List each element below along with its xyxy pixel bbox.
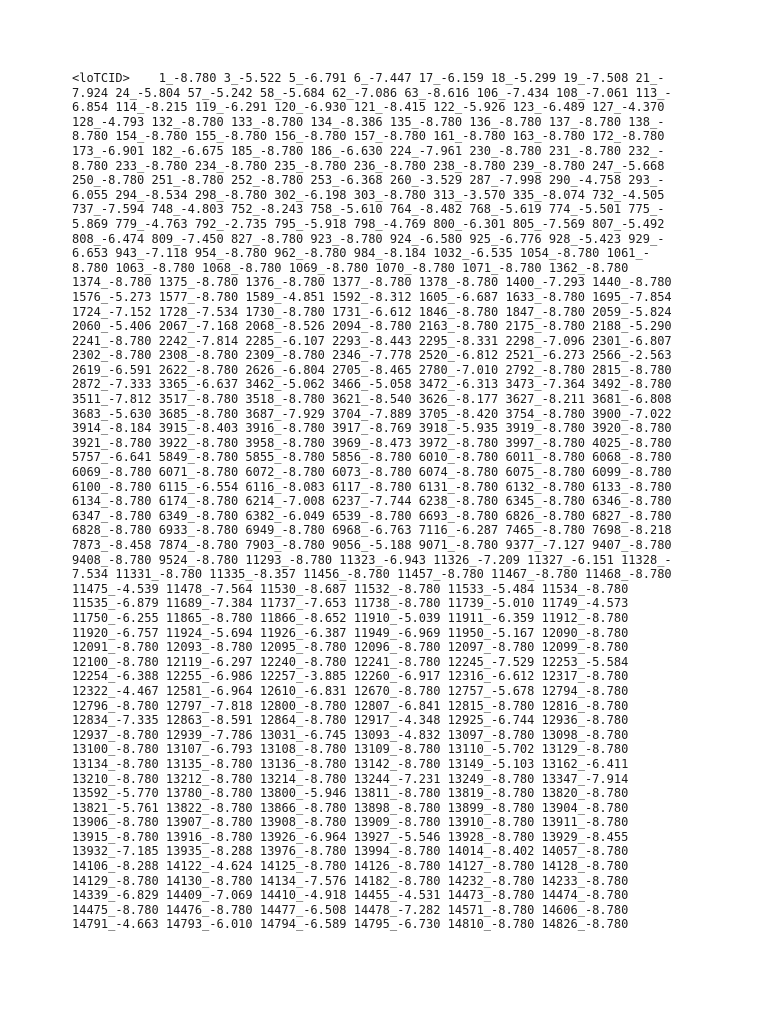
text-line: 3921_-8.780 3922_-8.780 3958_-8.780 3969_-8.473 3972_-8.780 3997_-8.780 4025_-8.780 — [72, 435, 672, 450]
text-line: 13821_-5.761 13822_-8.780 13866_-8.780 13898_-8.780 13899_-8.780 13904_-8.780 — [72, 800, 629, 815]
text-line: 14791_-4.663 14793_-6.010 14794_-6.589 14795_-6.730 14810_-8.780 14826_-8.780 — [72, 917, 629, 932]
text-line: 6828_-8.780 6933_-8.780 6949_-8.780 6968_-6.763 7116_-6.287 7465_-8.780 7698_-8.218 — [72, 523, 672, 538]
text-line: 5757_-6.641 5849_-8.780 5855_-8.780 5856_-8.780 6010_-8.780 6011_-8.780 6068_-8.780 — [72, 450, 672, 465]
text-line: 7873_-8.458 7874_-8.780 7903_-8.780 9056_-5.188 9071_-8.780 9377_-7.127 9407_-8.780 — [72, 538, 672, 552]
text-line: 2241_-8.780 2242_-7.814 2285_-6.107 2293_-8.443 2295_-8.331 2298_-7.096 2301_-6.807 — [72, 333, 672, 348]
text-line: 128_-4.793 132_-8.780 133_-8.780 134_-8.386 135_-8.780 136_-8.780 137_-8.780 138_- — [72, 114, 665, 129]
text-line: 13915_-8.780 13916_-8.780 13926_-6.964 13927_-5.546 13928_-8.780 13929_-8.455 — [72, 829, 629, 844]
text-line: 6134_-8.780 6174_-8.780 6214_-7.008 6237_-7.744 6238_-8.780 6345_-8.780 6346_-8.780 — [72, 494, 672, 509]
text-line: 1724_-7.152 1728_-7.534 1730_-8.780 1731_-6.612 1846_-8.780 1847_-8.780 2059_-5.824 — [72, 304, 672, 319]
text-line: 12834_-7.335 12863_-8.591 12864_-8.780 12917_-4.348 12925_-6.744 12936_-8.780 — [72, 713, 629, 728]
text-line: 13906_-8.780 13907_-8.780 13908_-8.780 13909_-8.780 13910_-8.780 13911_-8.780 — [72, 815, 629, 830]
text-line: 12091_-8.780 12093_-8.780 12095_-8.780 12096_-8.780 12097_-8.780 12099_-8.780 — [72, 640, 629, 655]
text-line: 12100_-8.780 12119_-6.297 12240_-8.780 12241_-8.780 12245_-7.529 12253_-5.584 — [72, 654, 629, 669]
text-line: 808_-6.474 809_-7.450 827_-8.780 923_-8.780 924_-6.580 925_-6.776 928_-5.423 929_- — [72, 231, 665, 246]
text-line: 1374_-8.780 1375_-8.780 1376_-8.780 1377_-8.780 1378_-8.780 1400_-7.293 1440_-8.780 — [72, 275, 672, 290]
text-line: 6347_-8.780 6349_-8.780 6382_-6.049 6539_-8.780 6693_-8.780 6826_-8.780 6827_-8.780 — [72, 508, 672, 523]
text-line: 6.653 943_-7.118 954_-8.780 962_-8.780 984_-8.184 1032_-6.535 1054_-8.780 1061_- — [72, 246, 650, 261]
text-line: 8.780 154_-8.780 155_-8.780 156_-8.780 157_-8.780 161_-8.780 163_-8.780 172_-8.780 — [72, 129, 665, 144]
text-line: 6069_-8.780 6071_-8.780 6072_-8.780 6073_-8.780 6074_-8.780 6075_-8.780 6099_-8.780 — [72, 465, 672, 480]
text-line: 8.780 233_-8.780 234_-8.780 235_-8.780 236_-8.780 238_-8.780 239_-8.780 247_-5.668 — [72, 158, 665, 173]
text-line: 2872_-7.333 3365_-6.637 3462_-5.062 3466_-5.058 3472_-6.313 3473_-7.364 3492_-8.780 — [72, 377, 672, 392]
text-line: 2619_-6.591 2622_-8.780 2626_-6.804 2705_-8.465 2780_-7.010 2792_-8.780 2815_-8.780 — [72, 362, 672, 377]
text-line: 11535_-6.879 11689_-7.384 11737_-7.653 11738_-8.780 11739_-5.010 11749_-4.573 — [72, 596, 629, 611]
text-line: 5.869 779_-4.763 792_-2.735 795_-5.918 798_-4.769 800_-6.301 805_-7.569 807_-5.492 — [72, 216, 665, 231]
text-line: 12322_-4.467 12581_-6.964 12610_-6.831 12670_-8.780 12757_-5.678 12794_-8.780 — [72, 683, 629, 698]
text-line: 1576_-5.273 1577_-8.780 1589_-4.851 1592_-8.312 1605_-6.687 1633_-8.780 1695_-7.854 — [72, 289, 672, 304]
text-line: <loTCID> 1_-8.780 3_-5.522 5_-6.791 6_-7.447 17_-6.159 18_-5.299 19_-7.508 21_- — [72, 71, 665, 85]
text-line: 11920_-6.757 11924_-5.694 11926_-6.387 11949_-6.969 11950_-5.167 12090_-8.780 — [72, 625, 629, 640]
text-line: 7.924 24_-5.804 57_-5.242 58_-5.684 62_-7.086 63_-8.616 106_-7.434 108_-7.061 113_- — [72, 85, 672, 100]
text-line: 2302_-8.780 2308_-8.780 2309_-8.780 2346_-7.778 2520_-6.812 2521_-6.273 2566_-2.563 — [72, 348, 672, 363]
text-line: 7.534 11331_-8.780 11335_-8.357 11456_-8.780 11457_-8.780 11467_-8.780 11468_-8.780 — [72, 567, 672, 582]
text-line: 8.780 1063_-8.780 1068_-8.780 1069_-8.780 1070_-8.780 1071_-8.780 1362_-8.780 — [72, 260, 629, 275]
text-line: 14106_-8.288 14122_-4.624 14125_-8.780 14126_-8.780 14127_-8.780 14128_-8.780 — [72, 859, 629, 874]
text-line: 9408_-8.780 9524_-8.780 11293_-8.780 11323_-6.943 11326_-7.209 11327_-6.151 11328_- — [72, 552, 672, 567]
text-line: 14339_-6.829 14409_-7.069 14410_-4.918 14455_-4.531 14473_-8.780 14474_-8.780 — [72, 888, 629, 903]
text-line: 173_-6.901 182_-6.675 185_-8.780 186_-6.630 224_-7.961 230_-8.780 231_-8.780 232_- — [72, 143, 665, 158]
text-line: 11750_-6.255 11865_-8.780 11866_-8.652 11910_-5.039 11911_-6.359 11912_-8.780 — [72, 610, 629, 625]
text-line: 12796_-8.780 12797_-7.818 12800_-8.780 12807_-6.841 12815_-8.780 12816_-8.780 — [72, 698, 629, 713]
text-line: 3511_-7.812 3517_-8.780 3518_-8.780 3621_-8.540 3626_-8.177 3627_-8.211 3681_-6.808 — [72, 392, 672, 407]
text-line: 14129_-8.780 14130_-8.780 14134_-7.576 14182_-8.780 14232_-8.780 14233_-8.780 — [72, 873, 629, 888]
text-line: 6.055 294_-8.534 298_-8.780 302_-6.198 303_-8.780 313_-3.570 335_-8.074 732_-4.505 — [72, 187, 665, 202]
text-line: 6.854 114_-8.215 119_-6.291 120_-6.930 121_-8.415 122_-5.926 123_-6.489 127_-4.370 — [72, 100, 665, 115]
text-line: 13134_-8.780 13135_-8.780 13136_-8.780 13142_-8.780 13149_-5.103 13162_-6.411 — [72, 756, 629, 771]
text-line: 13210_-8.780 13212_-8.780 13214_-8.780 13244_-7.231 13249_-8.780 13347_-7.914 — [72, 771, 629, 786]
text-line: 13932_-7.185 13935_-8.288 13976_-8.780 13994_-8.780 14014_-8.402 14057_-8.780 — [72, 844, 629, 859]
text-line: 12937_-8.780 12939_-7.786 13031_-6.745 13093_-4.832 13097_-8.780 13098_-8.780 — [72, 727, 629, 742]
text-line: 2060_-5.406 2067_-7.168 2068_-8.526 2094_-8.780 2163_-8.780 2175_-8.780 2188_-5.290 — [72, 319, 672, 334]
text-line: 13592_-5.770 13780_-8.780 13800_-5.946 13811_-8.780 13819_-8.780 13820_-8.780 — [72, 786, 629, 801]
text-line: 3914_-8.184 3915_-8.403 3916_-8.780 3917_-8.769 3918_-5.935 3919_-8.780 3920_-8.780 — [72, 421, 672, 436]
text-line: 3683_-5.630 3685_-8.780 3687_-7.929 3704_-7.889 3705_-8.420 3754_-8.780 3900_-7.022 — [72, 406, 672, 421]
text-line: 14475_-8.780 14476_-8.780 14477_-6.508 14478_-7.282 14571_-8.780 14606_-8.780 — [72, 902, 629, 917]
document-body — [72, 71, 712, 932]
text-line: 250_-8.780 251_-8.780 252_-8.780 253_-6.368 260_-3.529 287_-7.998 290_-4.758 293_- — [72, 173, 665, 188]
text-line: 13100_-8.780 13107_-6.793 13108_-8.780 13109_-8.780 13110_-5.702 13129_-8.780 — [72, 742, 629, 757]
text-line: 6100_-8.780 6115_-6.554 6116_-8.083 6117_-8.780 6131_-8.780 6132_-8.780 6133_-8.780 — [72, 479, 672, 494]
text-line: 12254_-6.388 12255_-6.986 12257_-3.885 12260_-6.917 12316_-6.612 12317_-8.780 — [72, 669, 629, 684]
text-line: 737_-7.594 748_-4.803 752_-8.243 758_-5.610 764_-8.482 768_-5.619 774_-5.501 775_- — [72, 202, 665, 217]
text-line: 11475_-4.539 11478_-7.564 11530_-8.687 11532_-8.780 11533_-5.484 11534_-8.780 — [72, 581, 629, 596]
